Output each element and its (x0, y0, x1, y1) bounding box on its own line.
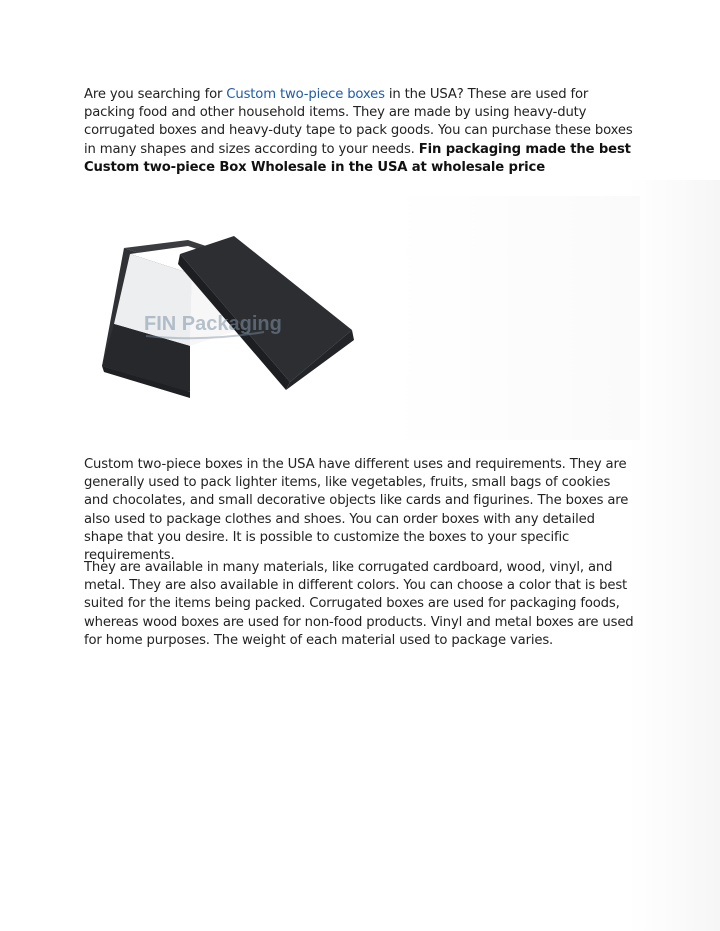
fin-packaging-watermark: FIN Packaging (144, 313, 282, 335)
materials-paragraph: They are available in many materials, like corrugated cardboard, wood, vinyl, and metal. They are also available in different colors. You can choose a color that is best suited for the items being packed. Corrugated boxes are used for packaging foods, whereas wood boxes are used for non-food products. Vinyl and metal boxes are used for home purposes. The weight of each material used to package varies. (84, 560, 634, 648)
intro-bold-statement: Fin packaging made the best Custom two-piece Box Wholesale in the USA at wholesale price (84, 141, 631, 175)
custom-two-piece-boxes-link[interactable]: Custom two-piece boxes (226, 87, 385, 102)
intro-text-start: Are you searching for (84, 87, 227, 102)
page-edge-shade (628, 180, 720, 931)
uses-paragraph: Custom two-piece boxes in the USA have different uses and requirements. They are generally used to pack lighter items, like vegetables, fruits, small bags of cookies and chocolates, and small decorative objects like cards and figurines. The boxes are also used to package clothes and shoes. You can order boxes with any detailed shape that you desire. It is possible to customize the boxes to your specific requirements. (84, 457, 629, 564)
intro-text-middle: in the USA? These are used for packing food and other household items. They are made by using heavy-duty corrugated boxes and heavy-duty tape to pack goods. You can purchase these boxes in many shapes and sizes according to your needs. (84, 87, 633, 157)
product-image-two-piece-box (84, 196, 640, 440)
black-two-piece-box-illustration (84, 196, 384, 440)
intro-paragraph (84, 86, 636, 177)
